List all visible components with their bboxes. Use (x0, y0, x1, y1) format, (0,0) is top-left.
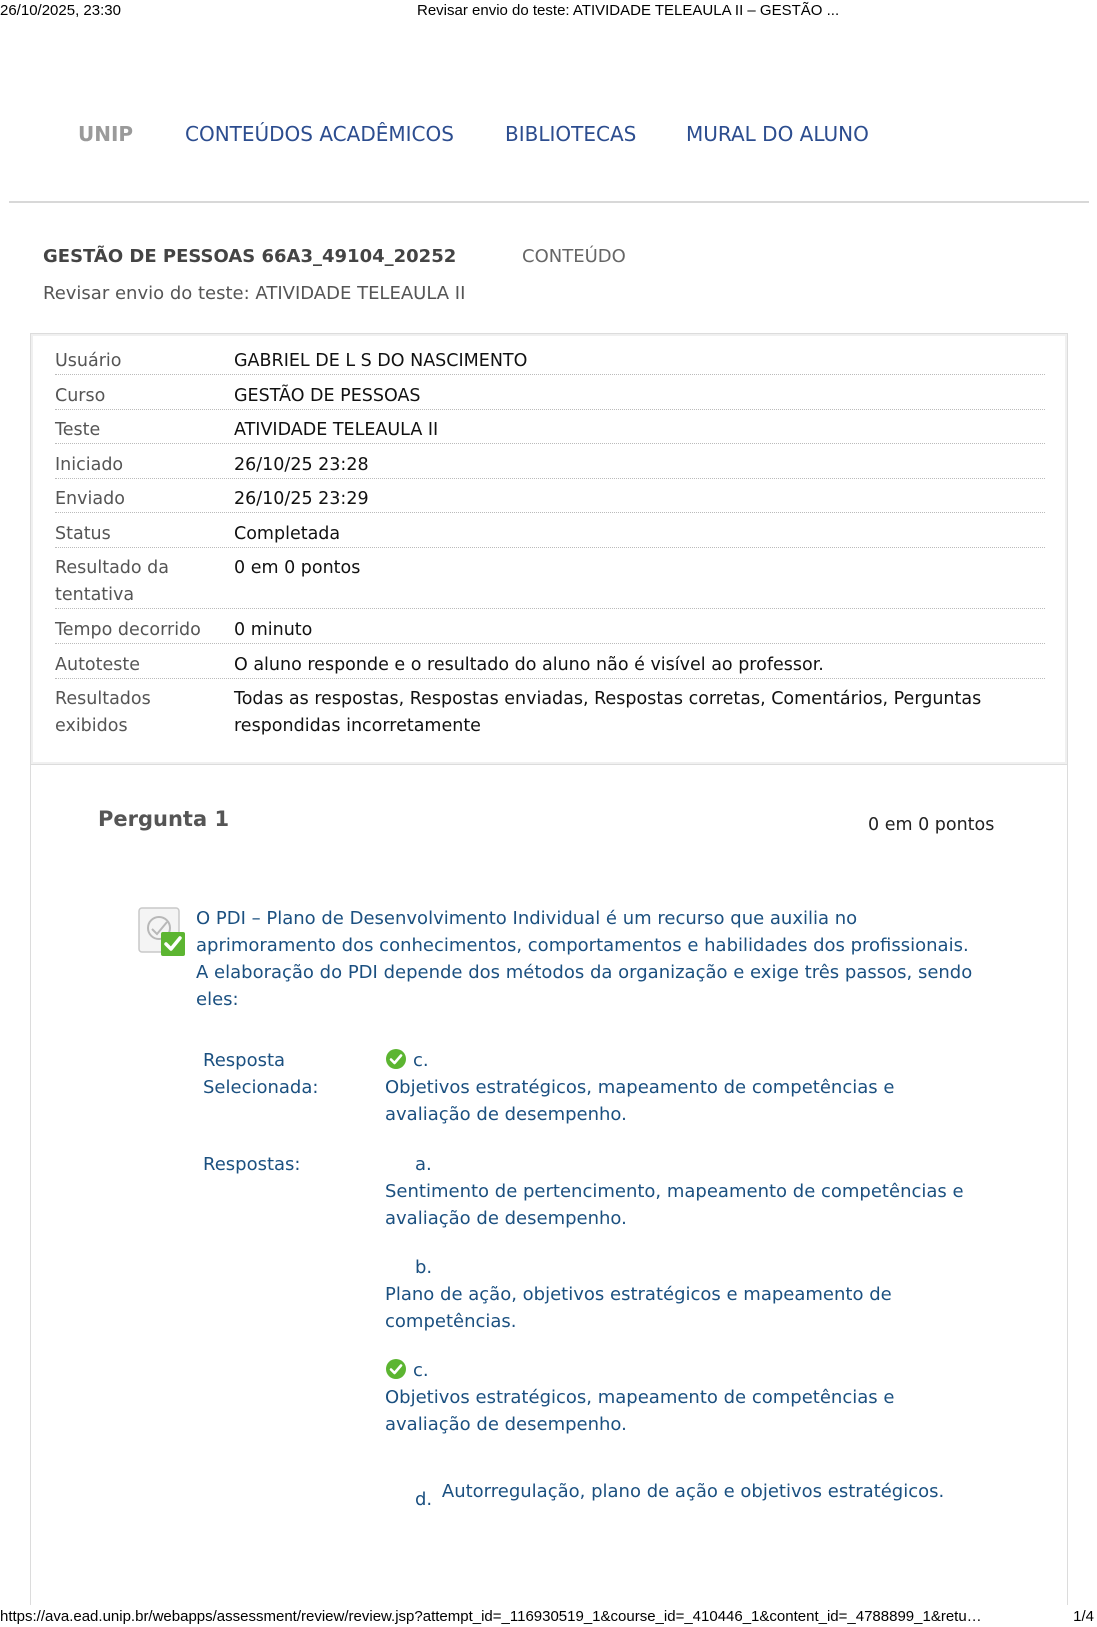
selected-answer (385, 1047, 965, 1128)
nav-item-conteudos-academicos[interactable]: CONTEÚDOS ACADÊMICOS (185, 122, 454, 146)
detail-label: Resultados exibidos (55, 689, 151, 736)
detail-label: Usuário (55, 351, 122, 371)
answer-option-a (385, 1151, 965, 1232)
answers-label: Respostas: (203, 1154, 301, 1175)
detail-label: Iniciado (55, 455, 124, 475)
check-icon (385, 1048, 407, 1070)
detail-label: Tempo decorrido (55, 620, 201, 640)
detail-label: Curso (55, 386, 106, 406)
print-footer (0, 1606, 1097, 1627)
nav-item-bibliotecas[interactable]: BIBLIOTECAS (505, 122, 637, 146)
detail-row (55, 340, 1045, 375)
nav-divider (9, 201, 1089, 203)
detail-label: Autoteste (55, 655, 141, 675)
top-navigation (0, 122, 1097, 156)
detail-value: 0 minuto (234, 620, 313, 640)
nav-brand-unip[interactable]: UNIP (78, 122, 134, 146)
course-title[interactable]: GESTÃO DE PESSOAS 66A3_49104_20252 (43, 246, 457, 267)
answer-text: Objetivos estratégicos, mapeamento de competências e avaliação de desempenho. (385, 1387, 895, 1435)
print-header (0, 0, 1097, 22)
attempt-details-panel (30, 333, 1068, 765)
print-page-number: 1/4 (1073, 1608, 1094, 1625)
detail-label: Resultado da tentativa (55, 558, 170, 605)
answer-text: Sentimento de pertencimento, mapeamento de competências e avaliação de desempenho. (385, 1181, 964, 1229)
selected-answer-text: Objetivos estratégicos, mapeamento de competências e avaliação de desempenho. (385, 1077, 895, 1125)
detail-value: 26/10/25 23:28 (234, 455, 369, 475)
question-title: Pergunta 1 (98, 807, 230, 831)
answer-text: Plano de ação, objetivos estratégicos e mapeamento de competências. (385, 1284, 892, 1332)
answer-text: Autorregulação, plano de ação e objetivos estratégicos. (441, 1481, 945, 1502)
detail-value: Todas as respostas, Respostas enviadas, Respostas corretas, Comentários, Perguntas respondidas incorretamente (234, 689, 982, 736)
detail-label: Enviado (55, 489, 125, 509)
detail-row (55, 678, 1045, 740)
detail-row (55, 609, 1045, 644)
breadcrumb-content-link[interactable]: CONTEÚDO (522, 246, 626, 267)
page-title: Revisar envio do teste: ATIVIDADE TELEAULA II (43, 283, 466, 304)
question-points: 0 em 0 pontos (868, 815, 995, 835)
answer-option-b (385, 1254, 965, 1335)
detail-row (55, 409, 1045, 444)
detail-row (55, 644, 1045, 679)
detail-label: Teste (55, 420, 101, 440)
answer-letter: a. (415, 1154, 432, 1175)
detail-row (55, 375, 1045, 410)
detail-value: ATIVIDADE TELEAULA II (234, 420, 439, 440)
answer-letter: c. (413, 1360, 429, 1381)
answer-letter: b. (415, 1257, 433, 1278)
question-text: O PDI – Plano de Desenvolvimento Individual é um recurso que auxilia no aprimoramento dos conhecimentos, comportamentos e habilidades dos profissionais. A elaboração do PDI depende dos métodos da organização e exige três passos, sendo eles: (196, 908, 973, 1010)
nav-item-mural-do-aluno[interactable]: MURAL DO ALUNO (686, 122, 869, 146)
detail-value: GESTÃO DE PESSOAS (234, 386, 421, 406)
answer-letter: d. (415, 1489, 433, 1510)
correct-question-icon (137, 906, 189, 958)
answer-option-c (385, 1357, 965, 1438)
detail-row (55, 478, 1045, 513)
selected-answer-letter: c. (413, 1050, 429, 1071)
detail-label: Status (55, 524, 111, 544)
detail-row (55, 444, 1045, 479)
detail-value: GABRIEL DE L S DO NASCIMENTO (234, 351, 528, 371)
print-page-title: Revisar envio do teste: ATIVIDADE TELEAULA II – GESTÃO ... (417, 2, 840, 19)
detail-row (55, 547, 1045, 609)
detail-value: 0 em 0 pontos (234, 558, 361, 578)
answer-option-d (385, 1478, 965, 1510)
print-url: https://ava.ead.unip.br/webapps/assessment/review/review.jsp?attempt_id=_116930519_1&course_id=_410446_1&content_id=_4788899_1&retu… (0, 1608, 982, 1625)
selected-answer-label: Resposta Selecionada: (203, 1050, 319, 1098)
detail-value: 26/10/25 23:29 (234, 489, 369, 509)
check-icon (385, 1358, 407, 1380)
detail-row (55, 513, 1045, 548)
print-datetime: 26/10/2025, 23:30 (0, 2, 121, 19)
detail-value: Completada (234, 524, 341, 544)
detail-value: O aluno responde e o resultado do aluno não é visível ao professor. (234, 655, 824, 675)
